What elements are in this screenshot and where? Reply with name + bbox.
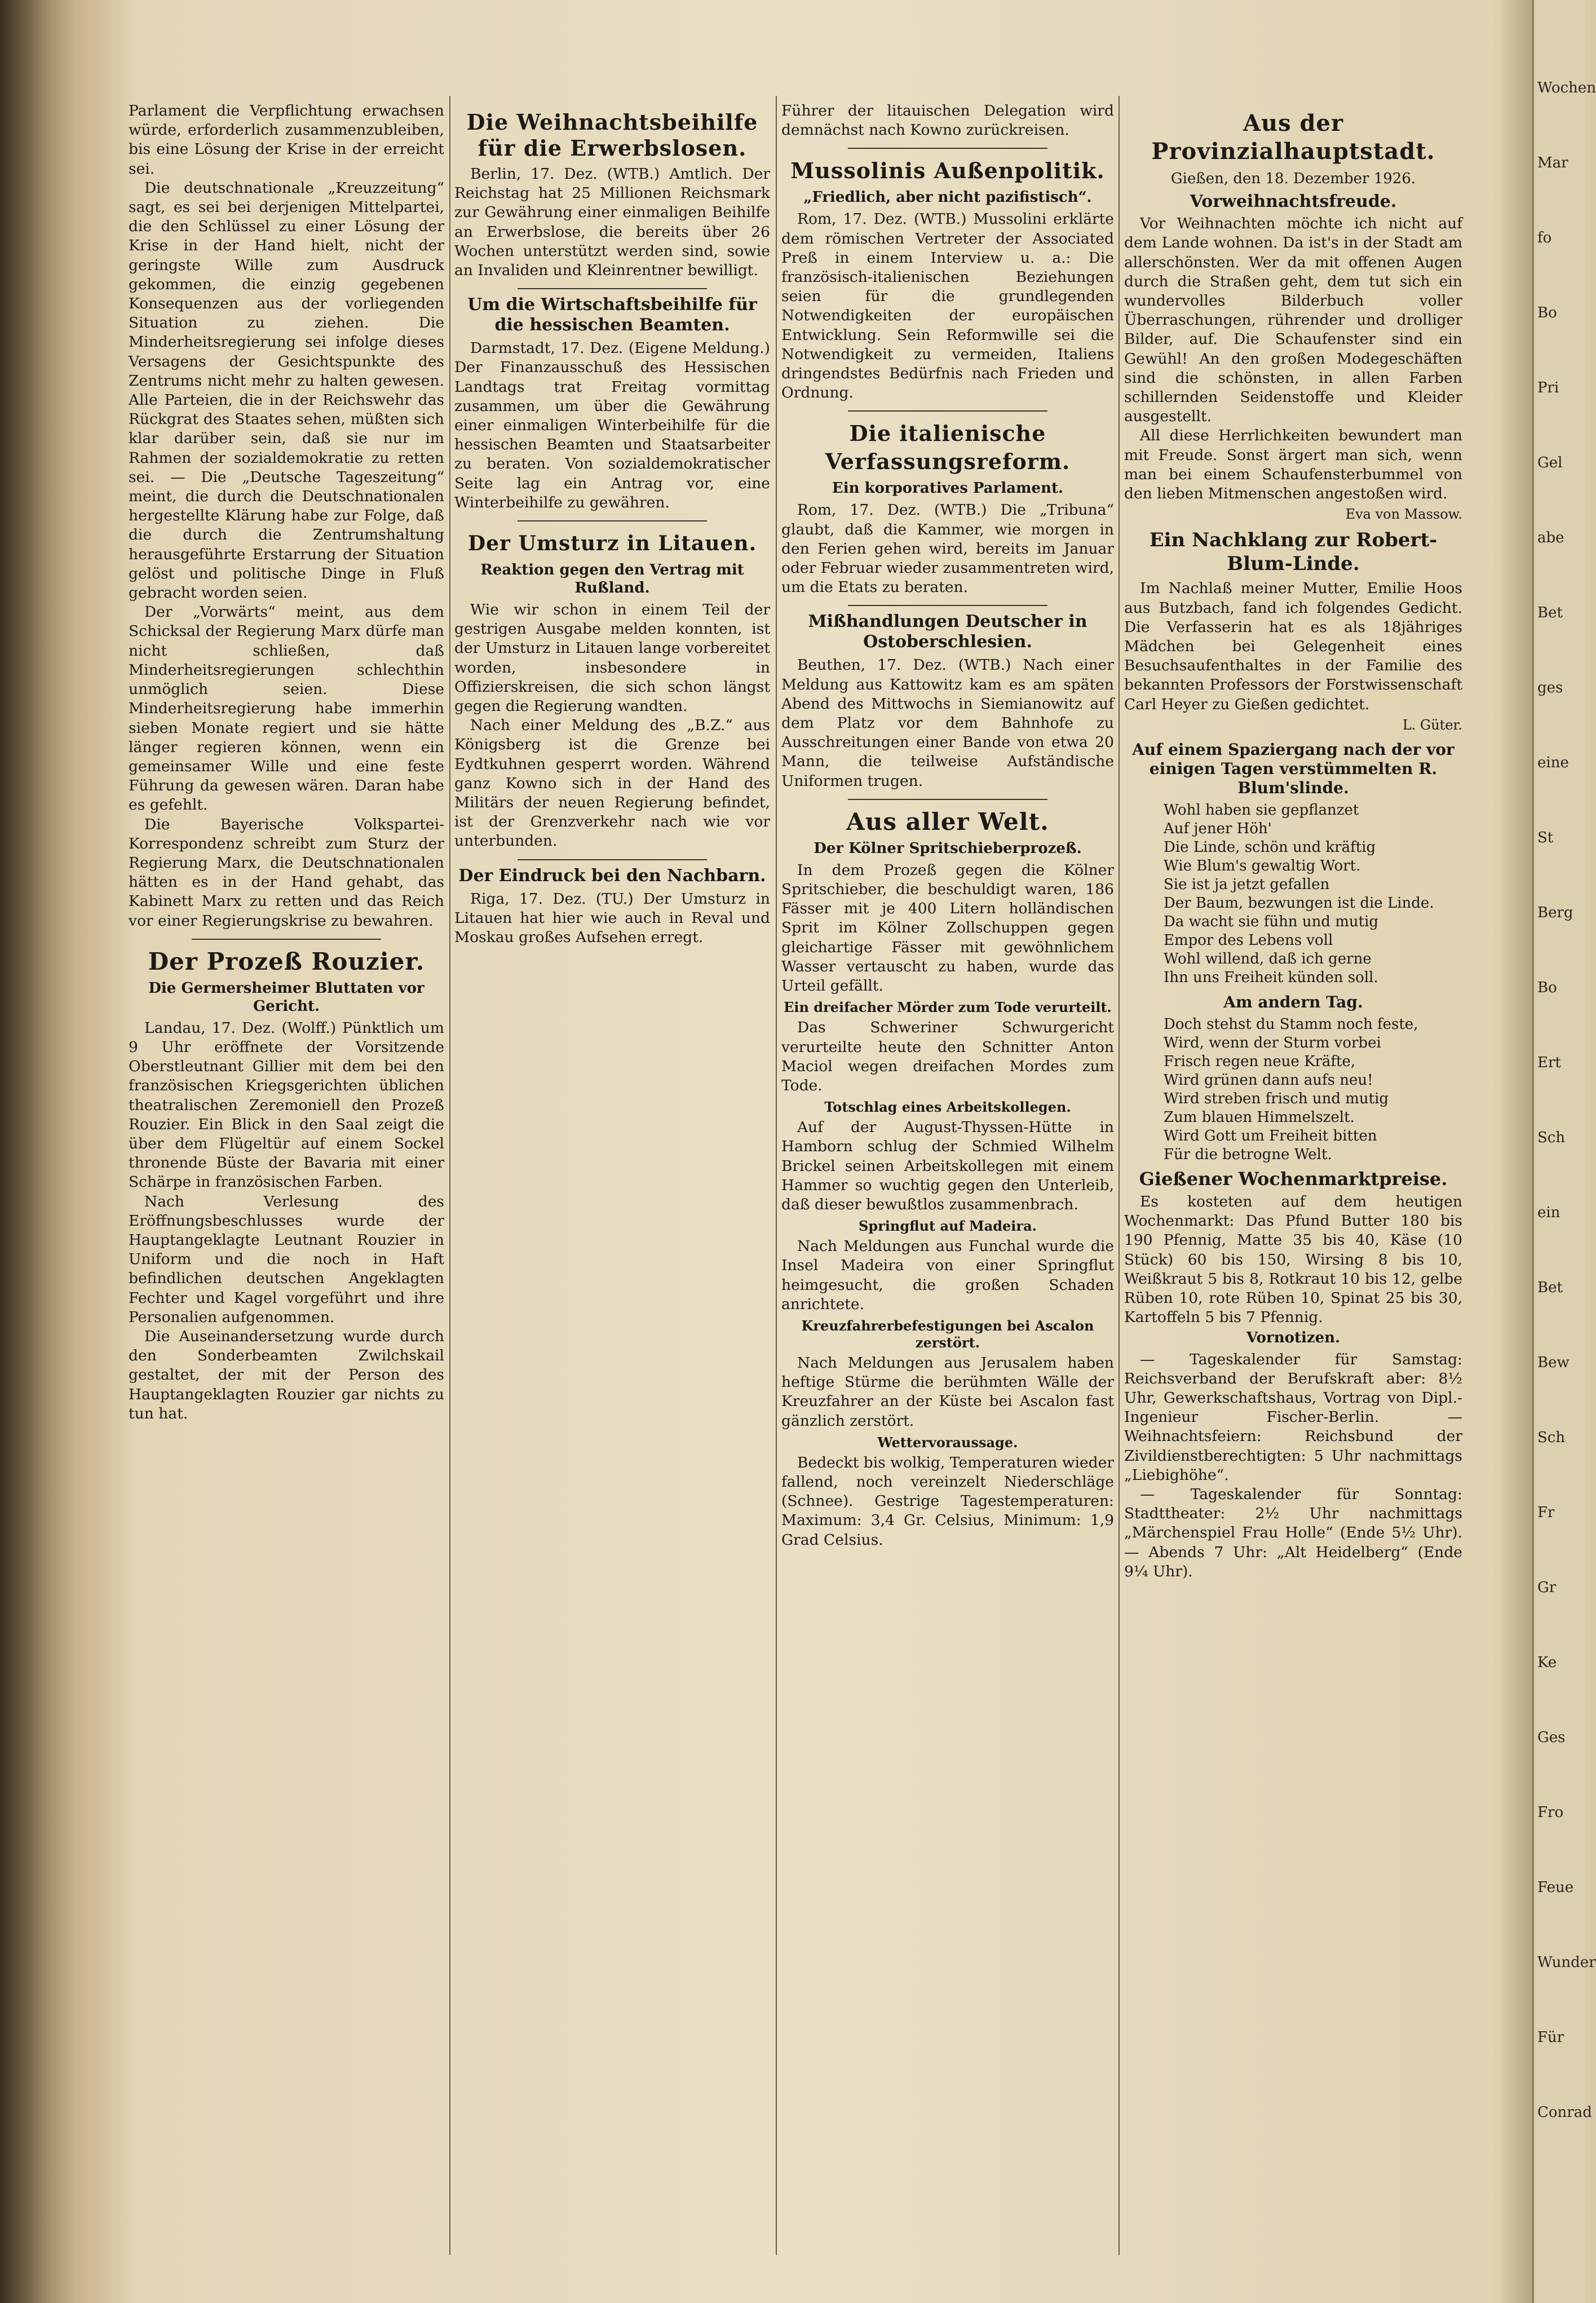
- adjacent-page-fragment: Bew: [1537, 1354, 1570, 1371]
- adjacent-page-fragment: Bo: [1537, 304, 1557, 321]
- subheadline: Kreuzfahrerbefestigungen bei Ascalon zerstört.: [801, 1317, 1094, 1351]
- subheadline: Totschlag eines Arbeitskollegen.: [824, 1099, 1071, 1116]
- article-text: Die Bayerische Volkspartei-Korrespondenz schreibt zum Sturz der Regierung Marx, die Deutschnationalen hätten es in der Hand gehabt, das Kabinett Marx zu retten und das Reich vor einer Regierungskrise zu bewahren.: [129, 815, 444, 930]
- column-rule: [776, 96, 777, 2255]
- adjacent-page-fragment: Bet: [1537, 604, 1563, 621]
- subheadline: Vorweihnachtsfreude.: [1190, 192, 1397, 212]
- article-text: Landau, 17. Dez. (Wolff.) Pünktlich um 9 Uhr eröffnete der Vorsitzende Oberstleutnant Gillier mit dem bei den französischen Kriegsgerichten üblichen theatralischen Zeremoniell den Prozeß Rouzier. Ein Blick in den Saal zeigt die über dem Flügeltür auf einem Sockel thronende Büste der Bavaria mit einer Schärpe in französischen Farben.: [129, 1019, 444, 1191]
- adjacent-page-fragment: ges: [1537, 679, 1563, 696]
- adjacent-page-fragment: Bet: [1537, 1279, 1563, 1296]
- book-binding: [0, 0, 79, 2303]
- divider: [848, 148, 1047, 149]
- article-text: In dem Prozeß gegen die Kölner Spritschieber, die beschuldigt waren, 186 Fässer mit je 400 Litern holländischen Sprit im Kölner Zollschuppen gegen gleichartige Fässer mit gewöhnlichem Wasser vertauscht zu haben, wurde das Urteil gefällt.: [781, 861, 1114, 995]
- poem-title: Am andern Tag.: [1223, 993, 1363, 1012]
- article-text: Beuthen, 17. Dez. (WTB.) Nach einer Meldung aus Kattowitz kam es am späten Abend des Mittwochs in Siemianowitz auf dem Platz vor dem Bahnhofe zu Ausschreitungen einer Bande von etwa 20 Mann, die teilweise Aufständische Uniformen trugen.: [781, 656, 1114, 790]
- column-rule: [1118, 96, 1120, 2255]
- subheadline: Reaktion gegen den Vertrag mit Rußland.: [480, 562, 744, 597]
- poem: Wohl haben sie gepflanzet Auf jener Höh' Die Linde, schön und kräftig Wie Blum's gewaltig Wort. Sie ist ja jetzt gefallen Der Baum, bezwungen ist die Linde. Da wacht sie fühn und mutig Empor des Lebens voll Wohl willend, daß ich gerne Ihn uns Freiheit künden soll.: [1164, 802, 1434, 987]
- headline: Aus aller Welt.: [846, 807, 1049, 836]
- adjacent-page-fragment: Gr: [1537, 1579, 1557, 1596]
- article-text: Nach Verlesung des Eröffnungsbeschlusses wurde der Hauptangeklagte Leutnant Rouzier in Uniform und die noch in Haft befindlichen deutschen Angeklagten Fechter und Kagel vorgeführt und ihre Personalien aufgenommen.: [129, 1192, 444, 1326]
- subheadline: Vornotizen.: [1246, 1329, 1341, 1346]
- adjacent-page-fragment: Berg: [1537, 904, 1573, 921]
- page-fold-shadow: [1500, 0, 1533, 2303]
- headline: Der Umsturz in Litauen.: [467, 532, 757, 556]
- adjacent-page-fragment: abe: [1537, 529, 1564, 546]
- article-text: Auf der August-Thyssen-Hütte in Hamborn schlug der Schmied Wilhelm Brickel seinen Arbeitskollegen mit einem Hammer so wuchtig gegen den Unterleib, daß dieser bewußtlos zusammenbrach.: [781, 1119, 1114, 1213]
- article-text: Riga, 17. Dez. (TU.) Der Umsturz in Litauen hat hier wie auch in Reval und Moskau großes Aufsehen erregt.: [454, 890, 770, 947]
- adjacent-page-fragment: Sch: [1537, 1129, 1566, 1146]
- article-text: — Tageskalender für Samstag: Reichsverband der Berufskraft aber: 8½ Uhr, Gewerkschaftshaus, Vortrag von Dipl.-Ingenieur Fischer-Berlin. — Weihnachtsfeiern: Reichsbund der Zivildienstberechtigten: 5 Uhr nachmittags „Liebighöhe“.: [1124, 1350, 1462, 1484]
- adjacent-page-fragment: Wunder: [1537, 1954, 1596, 1971]
- adjacent-page-fragment: Ke: [1537, 1654, 1557, 1671]
- adjacent-page-fragment: Fro: [1537, 1804, 1564, 1821]
- divider: [848, 605, 1047, 606]
- adjacent-page-fragment: Conrad: [1537, 2104, 1592, 2121]
- article-text: Parlament die Verpflichtung erwachsen würde, erforderlich zusammenzubleiben, bis eine Lösung der Krise in der erreicht sei.: [129, 102, 444, 178]
- adjacent-page-fragment: fo: [1537, 229, 1552, 246]
- subheadline: Wettervoraussage.: [877, 1434, 1018, 1451]
- adjacent-page-fragment: Mar: [1537, 154, 1568, 171]
- divider: [518, 288, 707, 289]
- article-text: Berlin, 17. Dez. (WTB.) Amtlich. Der Reichstag hat 25 Millionen Reichsmark zur Gewährung einer einmaligen Beihilfe an Erwerbslose, die bereits über 26 Wochen unterstützt werden sind, sowie an Invaliden und Kleinrentner bewilligt.: [454, 165, 770, 280]
- article-text: Nach Meldungen aus Jerusalem haben heftige Stürme die berühmten Wälle der Kreuzfahrer an der Küste bei Ascalon fast gänzlich zerstört.: [781, 1354, 1114, 1430]
- adjacent-page-fragment: ein: [1537, 1204, 1560, 1221]
- adjacent-page-fragment: Ges: [1537, 1729, 1566, 1746]
- subheadline: Ein korporatives Parlament.: [832, 480, 1064, 497]
- subheadline: Der Kölner Spritschieberprozeß.: [814, 839, 1082, 857]
- adjacent-page-fragment: Bo: [1537, 979, 1557, 996]
- subheadline: Ein dreifacher Mörder zum Tode verurteilt.: [784, 999, 1112, 1016]
- column-4: [1124, 101, 1462, 2255]
- headline: Der Prozeß Rouzier.: [148, 947, 425, 975]
- column-3: [781, 101, 1114, 2255]
- headline: Mißhandlungen Deutscher in Ostoberschlesien.: [808, 612, 1087, 652]
- headline: Gießener Wochenmarktpreise.: [1139, 1168, 1448, 1190]
- adjacent-page-fragment: Sch: [1537, 1429, 1566, 1446]
- column-rule: [449, 96, 450, 2255]
- article-text: Die Auseinandersetzung wurde durch den Sonderbeamten Zwilchskail gestaltet, der mit der Person des Hauptangeklagten Rouzier gar nichts zu tun hat.: [129, 1327, 444, 1422]
- divider: [848, 410, 1047, 412]
- article-text: All diese Herrlichkeiten bewundert man mit Freude. Sonst ärgert man sich, wenn man bei einem Schaufensterbummel von den lieben Mitmenschen angestoßen wird.: [1124, 427, 1462, 503]
- headline: Ein Nachklang zur Robert-Blum-Linde.: [1149, 529, 1438, 576]
- article-text: Im Nachlaß meiner Mutter, Emilie Hoos aus Butzbach, fand ich folgendes Gedicht. Die Verfasserin hat es als 18jähriges Mädchen bei Gelegenheit eines Besuchsaufenthaltes in der Familie des bekannten Professors der Forstwissenschaft Carl Heyer zu Gießen gedichtet.: [1124, 580, 1462, 713]
- divider: [848, 799, 1047, 800]
- dateline: Gießen, den 18. Dezember 1926.: [1170, 170, 1416, 187]
- headline: Der Eindruck bei den Nachbarn.: [458, 865, 766, 886]
- headline: Die Weihnachtsbeihilfe für die Erwerbslosen.: [466, 109, 758, 161]
- article-text: Rom, 17. Dez. (WTB.) Die „Tribuna“ glaubt, daß die Kammer, wie morgen in den Ferien gehen wird, bereits im Januar oder Februar wieder zusammentreten wird, um die Etats zu beraten.: [781, 501, 1114, 596]
- adjacent-page-fragment: Fr: [1537, 1504, 1555, 1521]
- article-text: Wie wir schon in einem Teil der gestrigen Ausgabe melden konnten, ist der Umsturz in Litauen lange vorbereitet worden, insbesondere in Offizierskreisen, die sich schon längst gegen die Regierung wandten.: [454, 601, 770, 715]
- article-text: Rom, 17. Dez. (WTB.) Mussolini erklärte dem römischen Vertreter der Associated Preß in einem Interview u. a.: Die französisch-italienischen Beziehungen seien für die grundlegenden Notwendigkeiten der europäischen Entwicklung. Sein Reformwille sei die Notwendigkeit zu vermeiden, Italiens dringendstes Bedürfnis nach Frieden und Ordnung.: [781, 210, 1114, 402]
- headline: Mussolinis Außenpolitik.: [790, 158, 1105, 184]
- headline: Die italienische Verfassungsreform.: [825, 421, 1071, 475]
- adjacent-page-fragment: Gel: [1537, 454, 1563, 471]
- adjacent-page-fragment: Für: [1537, 2029, 1564, 2046]
- article-text: — Tageskalender für Sonntag: Stadttheater: 2½ Uhr nachmittags „Märchenspiel Frau Holle“ (Ende 5½ Uhr). — Abends 7 Uhr: „Alt Heidelberg“ (Ende 9¼ Uhr).: [1124, 1485, 1462, 1580]
- poem-title: Auf einem Spaziergang nach der vor einigen Tagen verstümmelten R. Blum'slinde.: [1132, 740, 1454, 798]
- adjacent-page-fragment: Pri: [1537, 379, 1559, 396]
- article-text: Die deutschnationale „Kreuzzeitung“ sagt, es sei bei derjenigen Mittelpartei, die den Schlüssel zu einer Lösung der Krise in der Hand hielt, nicht der geringste Wille zum Ausdruck gekommen, die einzig gegebenen Konsequenzen aus der vorliegenden Situation zu ziehen. Die Minderheitsregierung sei infolge dieses Versagens der Gesichtspunkte des Zentrums nicht mehr zu halten gewesen. Alle Parteien, die in der Reichswehr das Rückgrat des Staates sehen, müßten sich klar darüber sein, daß sie nur im Rahmen der sozialdemokratie zu retten sei. — Die „Deutsche Tageszeitung“ meint, die durch die Deutschnationalen hergestellte Klärung habe zur Folge, daß die durch die Zentrumshaltung herausgeführte Erstarrung der Situation gelöst und politische Dinge in Fluß gebracht worden seien.: [129, 179, 444, 602]
- poem: Doch stehst du Stamm noch feste, Wird, wenn der Sturm vorbei Frisch regen neue Kräfte, Wird grünen dann aufs neu! Wird streben frisch und mutig Zum blauen Himmelszelt. Wird Gott um Freiheit bitten Für die betrogne Welt.: [1164, 1016, 1418, 1164]
- divider: [518, 520, 707, 521]
- article-text: Führer der litauischen Delegation wird demnächst nach Kowno zurückreisen.: [781, 102, 1114, 139]
- subheadline: Die Germersheimer Bluttaten vor Gericht.: [148, 979, 425, 1015]
- article-text: Es kosteten auf dem heutigen Wochenmarkt: Das Pfund Butter 180 bis 190 Pfennig, Matte 35 bis 40, Käse (10 Stück) 60 bis 150, Wirsing 8 bis 10, Weißkraut 5 bis 8, Rotkraut 10 bis 12, gelbe Rüben 10, rote Rüben 10, Spinat 25 bis 30, Kartoffeln 5 bis 7 Pfennig.: [1124, 1193, 1462, 1327]
- article-text: Darmstadt, 17. Dez. (Eigene Meldung.) Der Finanzausschuß des Hessischen Landtags trat Freitag vormittag zusammen, um über die Gewährung einer einmaligen Winterbeihilfe für die hessischen Beamten und Staatsarbeiter zu beraten. Von sozialdemokratischer Seite lag ein Antrag vor, eine Winterbeihilfe zu gewähren.: [454, 339, 770, 511]
- subheadline: „Friedlich, aber nicht pazifistisch“.: [803, 189, 1092, 206]
- article-text: Nach Meldungen aus Funchal wurde die Insel Madeira von einer Springflut heimgesucht, die großen Schaden anrichtete.: [781, 1237, 1114, 1313]
- adjacent-page-strip: [1532, 0, 1596, 2303]
- adjacent-page-fragment: eine: [1537, 754, 1569, 771]
- headline: Um die Wirtschaftsbeihilfe für die hessischen Beamten.: [467, 295, 757, 335]
- article-text: Der „Vorwärts“ meint, aus dem Schicksal der Regierung Marx dürfe man nicht schließen, daß Minderheitsregierungen schlechthin unmöglich seien. Diese Minderheitsregierung habe immerhin sieben Monate regiert und sie hätte länger regieren können, wenn ein gemeinsamer Wille und eine feste Führung da gewesen wären. Daran habe es gefehlt.: [129, 603, 444, 814]
- column-2: [454, 101, 770, 2255]
- adjacent-page-fragment: Wochen: [1537, 79, 1596, 96]
- divider: [192, 939, 381, 940]
- adjacent-page-text: [1534, 79, 1596, 2122]
- article-text: Vor Weihnachten möchte ich nicht auf dem Lande wohnen. Da ist's in der Stadt am allerschönsten. Wer da mit offenen Augen durch die Straßen geht, dem tut sich ein wundervolles Bilderbuch voller Überraschungen, rührender und drolliger Bilder, auf. Die Schaufenster sind ein Gewühl! An den großen Modegeschäften sind die schönsten, in allen Farben schillernden Seidenstoffe und Kleider ausgestellt.: [1124, 215, 1462, 426]
- headline: Aus der Provinzialhauptstadt.: [1151, 110, 1435, 165]
- signature: L. Güter.: [1402, 717, 1462, 733]
- signature: Eva von Massow.: [1345, 506, 1462, 523]
- divider: [518, 859, 707, 860]
- article-text: Das Schweriner Schwurgericht verurteilte heute den Schnitter Anton Maciol wegen dreifachen Mordes zum Tode.: [781, 1019, 1114, 1094]
- adjacent-page-fragment: St: [1537, 829, 1554, 846]
- column-1: [129, 101, 444, 2255]
- adjacent-page-fragment: Feue: [1537, 1879, 1574, 1896]
- subheadline: Springflut auf Madeira.: [859, 1218, 1037, 1235]
- adjacent-page-fragment: Ert: [1537, 1054, 1561, 1071]
- article-text: Bedeckt bis wolkig, Temperaturen wieder fallend, noch vereinzelt Niederschläge (Schnee). Gestrige Tagestemperaturen: Maximum: 3,4 Gr. Celsius, Minimum: 1,9 Grad Celsius.: [781, 1453, 1114, 1549]
- article-text: Nach einer Meldung des „B.Z.“ aus Königsberg ist die Grenze bei Eydtkuhnen gesperrt worden. Während ganz Kowno sich in der Hand des Militärs der neuen Regierung befindet, ist der Grenzverkehr nach wie vor unterbunden.: [454, 717, 770, 850]
